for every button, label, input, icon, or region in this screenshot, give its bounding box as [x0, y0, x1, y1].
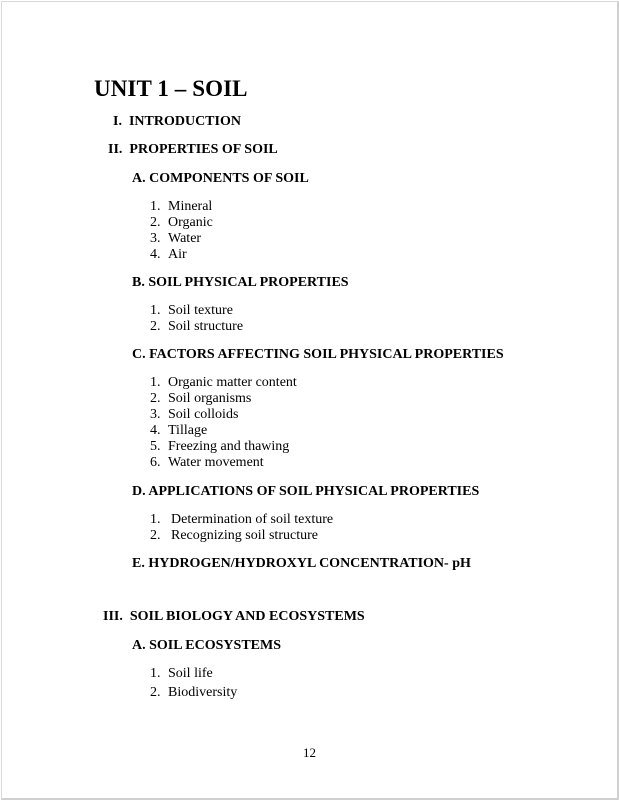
list-item: 3. Water — [150, 231, 202, 246]
list-item: 2. Recognizing soil structure — [150, 528, 318, 543]
subsection-soil-physical-properties: B. SOIL PHYSICAL PROPERTIES — [132, 275, 349, 290]
list-item: 4. Tillage — [150, 423, 208, 438]
page-number: 12 — [303, 745, 316, 760]
section-properties-of-soil — [108, 142, 278, 158]
section-introduction — [113, 114, 241, 130]
subsection-components-of-soil: A. COMPONENTS OF SOIL — [132, 171, 309, 186]
document-page — [1, 1, 619, 800]
list-item: 1. Mineral — [150, 199, 213, 214]
list-item: 5. Freezing and thawing — [150, 439, 290, 454]
list-item: 1. Soil texture — [150, 303, 233, 318]
subsection-applications: D. APPLICATIONS OF SOIL PHYSICAL PROPERTIES — [132, 484, 480, 499]
section-soil-biology — [103, 609, 365, 625]
list-item: 2. Biodiversity — [150, 685, 238, 700]
list-item: 6. Water movement — [150, 455, 264, 470]
section-number: I. — [113, 114, 122, 129]
subsection-factors-affecting: C. FACTORS AFFECTING SOIL PHYSICAL PROPERTIES — [132, 347, 504, 362]
subsection-soil-ecosystems: A. SOIL ECOSYSTEMS — [132, 638, 281, 653]
list-item: 1. Determination of soil texture — [150, 512, 334, 527]
list-item: 1. Organic matter content — [150, 375, 297, 390]
unit-title: UNIT 1 – SOIL — [94, 76, 248, 101]
section-label: INTRODUCTION — [128, 114, 241, 129]
list-item: 1. Soil life — [150, 666, 213, 681]
section-label: PROPERTIES OF SOIL — [129, 142, 278, 157]
list-item: 4. Air — [150, 247, 187, 262]
section-label: SOIL BIOLOGY AND ECOSYSTEMS — [129, 609, 365, 624]
section-number: II. — [108, 142, 123, 157]
list-item: 2. Organic — [150, 215, 213, 230]
list-item: 2. Soil organisms — [150, 391, 252, 406]
list-item: 3. Soil colloids — [150, 407, 239, 422]
list-item: 2. Soil structure — [150, 319, 244, 334]
section-number: III. — [103, 609, 123, 624]
subsection-hydrogen-ph: E. HYDROGEN/HYDROXYL CONCENTRATION- pH — [132, 556, 471, 571]
